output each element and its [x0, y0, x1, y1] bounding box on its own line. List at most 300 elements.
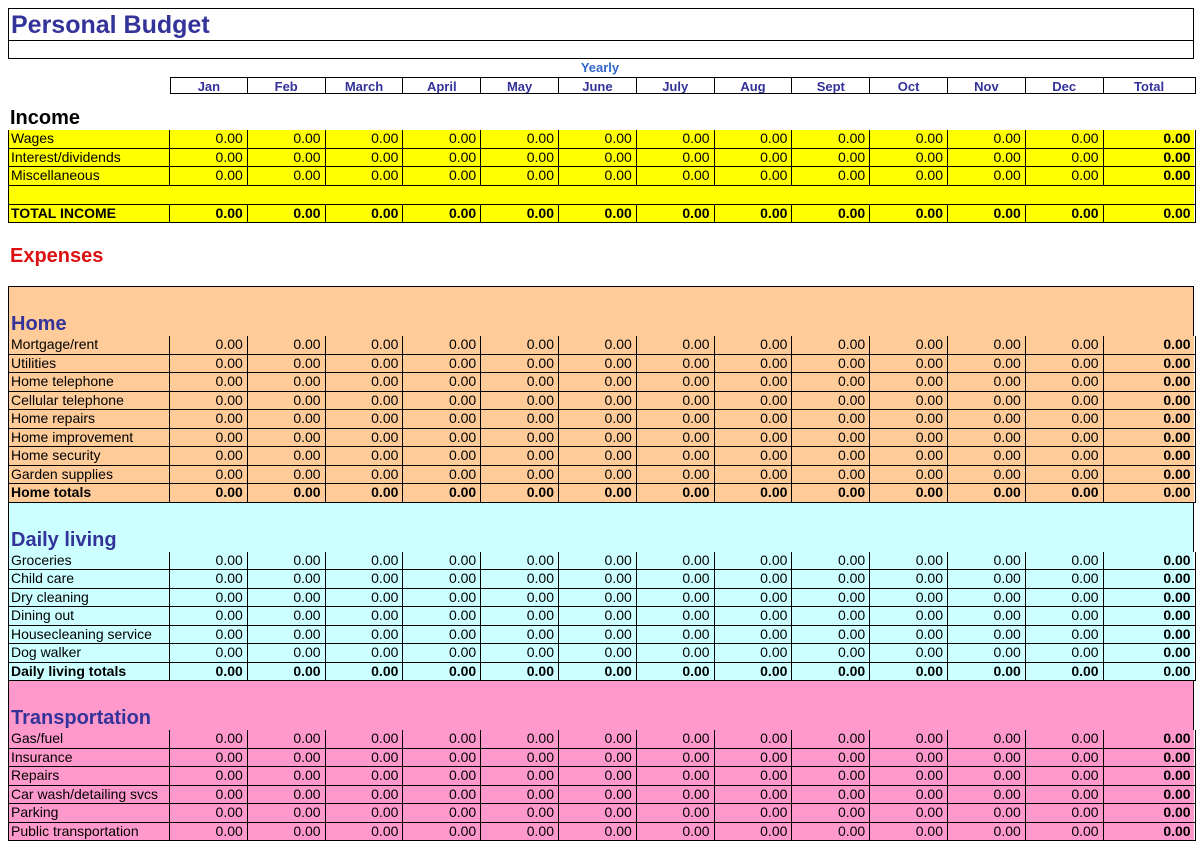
cell-sept[interactable]: 0.00 — [792, 749, 870, 768]
cell-total[interactable]: 0.00 — [1104, 552, 1196, 571]
cell-nov[interactable]: 0.00 — [948, 429, 1026, 448]
cell-march[interactable]: 0.00 — [326, 167, 404, 186]
cell-aug[interactable]: 0.00 — [715, 484, 793, 503]
cell-july[interactable]: 0.00 — [637, 570, 715, 589]
cell-sept[interactable]: 0.00 — [792, 484, 870, 503]
cell-total[interactable]: 0.00 — [1104, 149, 1196, 168]
cell-feb[interactable]: 0.00 — [248, 626, 326, 645]
cell-aug[interactable]: 0.00 — [715, 767, 793, 786]
cell-july[interactable]: 0.00 — [637, 626, 715, 645]
cell-may[interactable]: 0.00 — [481, 336, 559, 355]
cell-nov[interactable]: 0.00 — [948, 730, 1026, 749]
cell-may[interactable]: 0.00 — [481, 205, 559, 224]
cell-dec[interactable]: 0.00 — [1026, 823, 1104, 842]
cell-july[interactable]: 0.00 — [637, 823, 715, 842]
cell-april[interactable]: 0.00 — [403, 626, 481, 645]
cell-may[interactable]: 0.00 — [481, 767, 559, 786]
cell-oct[interactable]: 0.00 — [870, 570, 948, 589]
cell-may[interactable]: 0.00 — [481, 429, 559, 448]
cell-march[interactable]: 0.00 — [326, 466, 404, 485]
cell-march[interactable]: 0.00 — [326, 336, 404, 355]
cell-june[interactable]: 0.00 — [559, 767, 637, 786]
cell-aug[interactable]: 0.00 — [715, 373, 793, 392]
cell-feb[interactable]: 0.00 — [248, 447, 326, 466]
cell-total[interactable]: 0.00 — [1104, 607, 1196, 626]
cell-jan[interactable]: 0.00 — [170, 644, 248, 663]
cell-april[interactable]: 0.00 — [403, 484, 481, 503]
cell-june[interactable]: 0.00 — [559, 205, 637, 224]
row-label[interactable]: Public transportation — [8, 823, 170, 842]
row-label[interactable]: Home totals — [8, 484, 170, 503]
cell-oct[interactable]: 0.00 — [870, 466, 948, 485]
cell-feb[interactable]: 0.00 — [248, 167, 326, 186]
cell-total[interactable]: 0.00 — [1104, 466, 1196, 485]
cell-sept[interactable]: 0.00 — [792, 466, 870, 485]
cell-may[interactable]: 0.00 — [481, 786, 559, 805]
cell-june[interactable]: 0.00 — [559, 786, 637, 805]
cell-may[interactable]: 0.00 — [481, 167, 559, 186]
cell-july[interactable]: 0.00 — [637, 484, 715, 503]
cell-nov[interactable]: 0.00 — [948, 767, 1026, 786]
cell-june[interactable]: 0.00 — [559, 373, 637, 392]
cell-feb[interactable]: 0.00 — [248, 663, 326, 682]
cell-feb[interactable]: 0.00 — [248, 823, 326, 842]
cell-july[interactable]: 0.00 — [637, 149, 715, 168]
cell-aug[interactable]: 0.00 — [715, 130, 793, 149]
cell-oct[interactable]: 0.00 — [870, 484, 948, 503]
cell-june[interactable]: 0.00 — [559, 644, 637, 663]
cell-sept[interactable]: 0.00 — [792, 730, 870, 749]
cell-may[interactable]: 0.00 — [481, 552, 559, 571]
cell-feb[interactable]: 0.00 — [248, 484, 326, 503]
cell-total[interactable]: 0.00 — [1104, 130, 1196, 149]
cell-nov[interactable]: 0.00 — [948, 823, 1026, 842]
cell-sept[interactable]: 0.00 — [792, 644, 870, 663]
row-label[interactable]: Garden supplies — [8, 466, 170, 485]
cell-june[interactable]: 0.00 — [559, 663, 637, 682]
cell-june[interactable]: 0.00 — [559, 130, 637, 149]
cell-nov[interactable]: 0.00 — [948, 373, 1026, 392]
cell-feb[interactable]: 0.00 — [248, 429, 326, 448]
cell-july[interactable]: 0.00 — [637, 355, 715, 374]
row-label[interactable]: Home improvement — [8, 429, 170, 448]
cell-nov[interactable]: 0.00 — [948, 552, 1026, 571]
cell-july[interactable]: 0.00 — [637, 410, 715, 429]
row-label[interactable]: Home repairs — [8, 410, 170, 429]
cell-aug[interactable]: 0.00 — [715, 607, 793, 626]
cell-april[interactable]: 0.00 — [403, 410, 481, 429]
cell-may[interactable]: 0.00 — [481, 644, 559, 663]
cell-sept[interactable]: 0.00 — [792, 373, 870, 392]
cell-july[interactable]: 0.00 — [637, 130, 715, 149]
cell-march[interactable]: 0.00 — [326, 663, 404, 682]
cell-total[interactable]: 0.00 — [1104, 589, 1196, 608]
cell-june[interactable]: 0.00 — [559, 429, 637, 448]
cell-dec[interactable]: 0.00 — [1026, 570, 1104, 589]
cell-june[interactable]: 0.00 — [559, 730, 637, 749]
cell-dec[interactable]: 0.00 — [1026, 373, 1104, 392]
cell-july[interactable]: 0.00 — [637, 786, 715, 805]
cell-dec[interactable]: 0.00 — [1026, 663, 1104, 682]
cell-may[interactable]: 0.00 — [481, 130, 559, 149]
cell-feb[interactable]: 0.00 — [248, 392, 326, 411]
cell-march[interactable]: 0.00 — [326, 626, 404, 645]
cell-nov[interactable]: 0.00 — [948, 355, 1026, 374]
cell-july[interactable]: 0.00 — [637, 804, 715, 823]
cell-sept[interactable]: 0.00 — [792, 626, 870, 645]
cell-nov[interactable]: 0.00 — [948, 167, 1026, 186]
cell-dec[interactable]: 0.00 — [1026, 336, 1104, 355]
cell-total[interactable]: 0.00 — [1104, 730, 1196, 749]
cell-aug[interactable]: 0.00 — [715, 749, 793, 768]
cell-july[interactable]: 0.00 — [637, 589, 715, 608]
cell-may[interactable]: 0.00 — [481, 392, 559, 411]
cell-feb[interactable]: 0.00 — [248, 749, 326, 768]
cell-dec[interactable]: 0.00 — [1026, 167, 1104, 186]
cell-sept[interactable]: 0.00 — [792, 447, 870, 466]
cell-feb[interactable]: 0.00 — [248, 644, 326, 663]
cell-june[interactable]: 0.00 — [559, 484, 637, 503]
cell-aug[interactable]: 0.00 — [715, 626, 793, 645]
cell-feb[interactable]: 0.00 — [248, 804, 326, 823]
cell-feb[interactable]: 0.00 — [248, 205, 326, 224]
cell-may[interactable]: 0.00 — [481, 570, 559, 589]
cell-feb[interactable]: 0.00 — [248, 570, 326, 589]
cell-nov[interactable]: 0.00 — [948, 410, 1026, 429]
cell-oct[interactable]: 0.00 — [870, 663, 948, 682]
cell-jan[interactable]: 0.00 — [170, 626, 248, 645]
cell-aug[interactable]: 0.00 — [715, 167, 793, 186]
row-label[interactable]: Cellular telephone — [8, 392, 170, 411]
cell-sept[interactable]: 0.00 — [792, 429, 870, 448]
row-label[interactable]: Utilities — [8, 355, 170, 374]
row-label[interactable]: Interest/dividends — [8, 149, 170, 168]
cell-may[interactable]: 0.00 — [481, 663, 559, 682]
cell-march[interactable]: 0.00 — [326, 429, 404, 448]
cell-march[interactable]: 0.00 — [326, 392, 404, 411]
cell-april[interactable]: 0.00 — [403, 644, 481, 663]
cell-may[interactable]: 0.00 — [481, 355, 559, 374]
cell-april[interactable]: 0.00 — [403, 730, 481, 749]
cell-oct[interactable]: 0.00 — [870, 730, 948, 749]
cell-jan[interactable]: 0.00 — [170, 570, 248, 589]
cell-april[interactable]: 0.00 — [403, 130, 481, 149]
cell-march[interactable]: 0.00 — [326, 570, 404, 589]
cell-feb[interactable]: 0.00 — [248, 589, 326, 608]
cell-sept[interactable]: 0.00 — [792, 786, 870, 805]
cell-june[interactable]: 0.00 — [559, 552, 637, 571]
cell-june[interactable]: 0.00 — [559, 749, 637, 768]
row-label[interactable]: Car wash/detailing svcs — [8, 786, 170, 805]
cell-aug[interactable]: 0.00 — [715, 429, 793, 448]
cell-nov[interactable]: 0.00 — [948, 749, 1026, 768]
cell-dec[interactable]: 0.00 — [1026, 392, 1104, 411]
cell-dec[interactable]: 0.00 — [1026, 767, 1104, 786]
cell-may[interactable]: 0.00 — [481, 804, 559, 823]
cell-nov[interactable]: 0.00 — [948, 466, 1026, 485]
cell-april[interactable]: 0.00 — [403, 392, 481, 411]
cell-total[interactable]: 0.00 — [1104, 804, 1196, 823]
cell-oct[interactable]: 0.00 — [870, 447, 948, 466]
cell-april[interactable]: 0.00 — [403, 167, 481, 186]
cell-sept[interactable]: 0.00 — [792, 767, 870, 786]
cell-march[interactable]: 0.00 — [326, 786, 404, 805]
cell-feb[interactable]: 0.00 — [248, 767, 326, 786]
cell-sept[interactable]: 0.00 — [792, 336, 870, 355]
cell-jan[interactable]: 0.00 — [170, 355, 248, 374]
row-label[interactable]: Dry cleaning — [8, 589, 170, 608]
cell-june[interactable]: 0.00 — [559, 804, 637, 823]
row-label[interactable]: Dog walker — [8, 644, 170, 663]
cell-dec[interactable]: 0.00 — [1026, 447, 1104, 466]
cell-oct[interactable]: 0.00 — [870, 130, 948, 149]
cell-june[interactable]: 0.00 — [559, 149, 637, 168]
cell-may[interactable]: 0.00 — [481, 149, 559, 168]
cell-total[interactable]: 0.00 — [1104, 205, 1196, 224]
cell-july[interactable]: 0.00 — [637, 167, 715, 186]
cell-nov[interactable]: 0.00 — [948, 336, 1026, 355]
cell-march[interactable]: 0.00 — [326, 730, 404, 749]
cell-oct[interactable]: 0.00 — [870, 804, 948, 823]
row-label[interactable]: Housecleaning service — [8, 626, 170, 645]
cell-may[interactable]: 0.00 — [481, 749, 559, 768]
cell-dec[interactable]: 0.00 — [1026, 804, 1104, 823]
cell-jan[interactable]: 0.00 — [170, 429, 248, 448]
cell-feb[interactable]: 0.00 — [248, 466, 326, 485]
cell-aug[interactable]: 0.00 — [715, 730, 793, 749]
cell-june[interactable]: 0.00 — [559, 447, 637, 466]
cell-may[interactable]: 0.00 — [481, 466, 559, 485]
cell-total[interactable]: 0.00 — [1104, 429, 1196, 448]
cell-march[interactable]: 0.00 — [326, 607, 404, 626]
cell-sept[interactable]: 0.00 — [792, 663, 870, 682]
cell-total[interactable]: 0.00 — [1104, 786, 1196, 805]
cell-jan[interactable]: 0.00 — [170, 466, 248, 485]
cell-sept[interactable]: 0.00 — [792, 410, 870, 429]
cell-june[interactable]: 0.00 — [559, 466, 637, 485]
cell-total[interactable]: 0.00 — [1104, 570, 1196, 589]
cell-april[interactable]: 0.00 — [403, 804, 481, 823]
cell-dec[interactable]: 0.00 — [1026, 205, 1104, 224]
row-label[interactable]: Insurance — [8, 749, 170, 768]
cell-march[interactable]: 0.00 — [326, 373, 404, 392]
cell-april[interactable]: 0.00 — [403, 786, 481, 805]
cell-jan[interactable]: 0.00 — [170, 130, 248, 149]
cell-oct[interactable]: 0.00 — [870, 355, 948, 374]
cell-jan[interactable]: 0.00 — [170, 410, 248, 429]
cell-june[interactable]: 0.00 — [559, 336, 637, 355]
cell-may[interactable]: 0.00 — [481, 410, 559, 429]
cell-april[interactable]: 0.00 — [403, 336, 481, 355]
cell-total[interactable]: 0.00 — [1104, 392, 1196, 411]
cell-feb[interactable]: 0.00 — [248, 336, 326, 355]
cell-dec[interactable]: 0.00 — [1026, 644, 1104, 663]
cell-march[interactable]: 0.00 — [326, 589, 404, 608]
cell-july[interactable]: 0.00 — [637, 663, 715, 682]
cell-april[interactable]: 0.00 — [403, 570, 481, 589]
cell-nov[interactable]: 0.00 — [948, 205, 1026, 224]
cell-sept[interactable]: 0.00 — [792, 804, 870, 823]
cell-march[interactable]: 0.00 — [326, 447, 404, 466]
cell-total[interactable]: 0.00 — [1104, 644, 1196, 663]
cell-feb[interactable]: 0.00 — [248, 607, 326, 626]
row-label[interactable]: Mortgage/rent — [8, 336, 170, 355]
cell-total[interactable]: 0.00 — [1104, 663, 1196, 682]
cell-march[interactable]: 0.00 — [326, 804, 404, 823]
cell-sept[interactable]: 0.00 — [792, 589, 870, 608]
cell-oct[interactable]: 0.00 — [870, 589, 948, 608]
cell-april[interactable]: 0.00 — [403, 589, 481, 608]
cell-dec[interactable]: 0.00 — [1026, 466, 1104, 485]
cell-aug[interactable]: 0.00 — [715, 644, 793, 663]
cell-march[interactable]: 0.00 — [326, 355, 404, 374]
cell-sept[interactable]: 0.00 — [792, 392, 870, 411]
cell-sept[interactable]: 0.00 — [792, 205, 870, 224]
cell-total[interactable]: 0.00 — [1104, 749, 1196, 768]
cell-dec[interactable]: 0.00 — [1026, 130, 1104, 149]
cell-sept[interactable]: 0.00 — [792, 607, 870, 626]
row-label[interactable]: Home telephone — [8, 373, 170, 392]
cell-sept[interactable]: 0.00 — [792, 552, 870, 571]
cell-feb[interactable]: 0.00 — [248, 552, 326, 571]
row-label[interactable]: Groceries — [8, 552, 170, 571]
cell-jan[interactable]: 0.00 — [170, 373, 248, 392]
cell-feb[interactable]: 0.00 — [248, 410, 326, 429]
cell-oct[interactable]: 0.00 — [870, 392, 948, 411]
cell-aug[interactable]: 0.00 — [715, 663, 793, 682]
cell-may[interactable]: 0.00 — [481, 373, 559, 392]
cell-oct[interactable]: 0.00 — [870, 149, 948, 168]
cell-june[interactable]: 0.00 — [559, 410, 637, 429]
row-label[interactable]: Miscellaneous — [8, 167, 170, 186]
cell-july[interactable]: 0.00 — [637, 749, 715, 768]
cell-nov[interactable]: 0.00 — [948, 130, 1026, 149]
cell-oct[interactable]: 0.00 — [870, 410, 948, 429]
cell-april[interactable]: 0.00 — [403, 429, 481, 448]
cell-july[interactable]: 0.00 — [637, 466, 715, 485]
cell-june[interactable]: 0.00 — [559, 392, 637, 411]
row-label[interactable]: Parking — [8, 804, 170, 823]
cell-oct[interactable]: 0.00 — [870, 167, 948, 186]
cell-june[interactable]: 0.00 — [559, 589, 637, 608]
cell-total[interactable]: 0.00 — [1104, 167, 1196, 186]
cell-april[interactable]: 0.00 — [403, 205, 481, 224]
cell-july[interactable]: 0.00 — [637, 429, 715, 448]
cell-sept[interactable]: 0.00 — [792, 823, 870, 842]
cell-march[interactable]: 0.00 — [326, 130, 404, 149]
cell-total[interactable]: 0.00 — [1104, 373, 1196, 392]
cell-june[interactable]: 0.00 — [559, 626, 637, 645]
cell-jan[interactable]: 0.00 — [170, 663, 248, 682]
cell-jan[interactable]: 0.00 — [170, 392, 248, 411]
cell-aug[interactable]: 0.00 — [715, 392, 793, 411]
cell-dec[interactable]: 0.00 — [1026, 607, 1104, 626]
cell-nov[interactable]: 0.00 — [948, 484, 1026, 503]
cell-total[interactable]: 0.00 — [1104, 767, 1196, 786]
cell-dec[interactable]: 0.00 — [1026, 552, 1104, 571]
cell-july[interactable]: 0.00 — [637, 767, 715, 786]
cell-feb[interactable]: 0.00 — [248, 149, 326, 168]
cell-oct[interactable]: 0.00 — [870, 429, 948, 448]
cell-nov[interactable]: 0.00 — [948, 644, 1026, 663]
cell-aug[interactable]: 0.00 — [715, 589, 793, 608]
cell-nov[interactable]: 0.00 — [948, 804, 1026, 823]
cell-oct[interactable]: 0.00 — [870, 552, 948, 571]
cell-march[interactable]: 0.00 — [326, 205, 404, 224]
cell-july[interactable]: 0.00 — [637, 205, 715, 224]
cell-oct[interactable]: 0.00 — [870, 336, 948, 355]
cell-jan[interactable]: 0.00 — [170, 552, 248, 571]
cell-oct[interactable]: 0.00 — [870, 749, 948, 768]
row-label[interactable]: Dining out — [8, 607, 170, 626]
row-label[interactable]: TOTAL INCOME — [8, 205, 170, 224]
cell-may[interactable]: 0.00 — [481, 823, 559, 842]
cell-july[interactable]: 0.00 — [637, 730, 715, 749]
cell-nov[interactable]: 0.00 — [948, 149, 1026, 168]
cell-aug[interactable]: 0.00 — [715, 552, 793, 571]
cell-dec[interactable]: 0.00 — [1026, 589, 1104, 608]
cell-may[interactable]: 0.00 — [481, 730, 559, 749]
cell-aug[interactable]: 0.00 — [715, 205, 793, 224]
cell-aug[interactable]: 0.00 — [715, 823, 793, 842]
cell-nov[interactable]: 0.00 — [948, 570, 1026, 589]
cell-july[interactable]: 0.00 — [637, 607, 715, 626]
cell-march[interactable]: 0.00 — [326, 644, 404, 663]
cell-dec[interactable]: 0.00 — [1026, 730, 1104, 749]
cell-jan[interactable]: 0.00 — [170, 149, 248, 168]
cell-oct[interactable]: 0.00 — [870, 767, 948, 786]
cell-may[interactable]: 0.00 — [481, 607, 559, 626]
cell-dec[interactable]: 0.00 — [1026, 355, 1104, 374]
cell-april[interactable]: 0.00 — [403, 149, 481, 168]
cell-total[interactable]: 0.00 — [1104, 626, 1196, 645]
cell-jan[interactable]: 0.00 — [170, 589, 248, 608]
cell-april[interactable]: 0.00 — [403, 767, 481, 786]
cell-oct[interactable]: 0.00 — [870, 644, 948, 663]
cell-total[interactable]: 0.00 — [1104, 484, 1196, 503]
cell-dec[interactable]: 0.00 — [1026, 749, 1104, 768]
cell-april[interactable]: 0.00 — [403, 373, 481, 392]
cell-sept[interactable]: 0.00 — [792, 355, 870, 374]
cell-march[interactable]: 0.00 — [326, 767, 404, 786]
cell-april[interactable]: 0.00 — [403, 466, 481, 485]
cell-jan[interactable]: 0.00 — [170, 167, 248, 186]
cell-april[interactable]: 0.00 — [403, 823, 481, 842]
cell-aug[interactable]: 0.00 — [715, 447, 793, 466]
cell-oct[interactable]: 0.00 — [870, 205, 948, 224]
row-label[interactable]: Daily living totals — [8, 663, 170, 682]
cell-oct[interactable]: 0.00 — [870, 626, 948, 645]
cell-aug[interactable]: 0.00 — [715, 355, 793, 374]
cell-total[interactable]: 0.00 — [1104, 355, 1196, 374]
row-label[interactable]: Repairs — [8, 767, 170, 786]
cell-feb[interactable]: 0.00 — [248, 786, 326, 805]
cell-oct[interactable]: 0.00 — [870, 373, 948, 392]
cell-aug[interactable]: 0.00 — [715, 149, 793, 168]
cell-july[interactable]: 0.00 — [637, 392, 715, 411]
row-label[interactable]: Gas/fuel — [8, 730, 170, 749]
cell-jan[interactable]: 0.00 — [170, 749, 248, 768]
cell-jan[interactable]: 0.00 — [170, 804, 248, 823]
cell-sept[interactable]: 0.00 — [792, 130, 870, 149]
cell-nov[interactable]: 0.00 — [948, 663, 1026, 682]
cell-april[interactable]: 0.00 — [403, 552, 481, 571]
cell-jan[interactable]: 0.00 — [170, 336, 248, 355]
cell-april[interactable]: 0.00 — [403, 355, 481, 374]
cell-march[interactable]: 0.00 — [326, 823, 404, 842]
cell-jan[interactable]: 0.00 — [170, 484, 248, 503]
cell-total[interactable]: 0.00 — [1104, 336, 1196, 355]
